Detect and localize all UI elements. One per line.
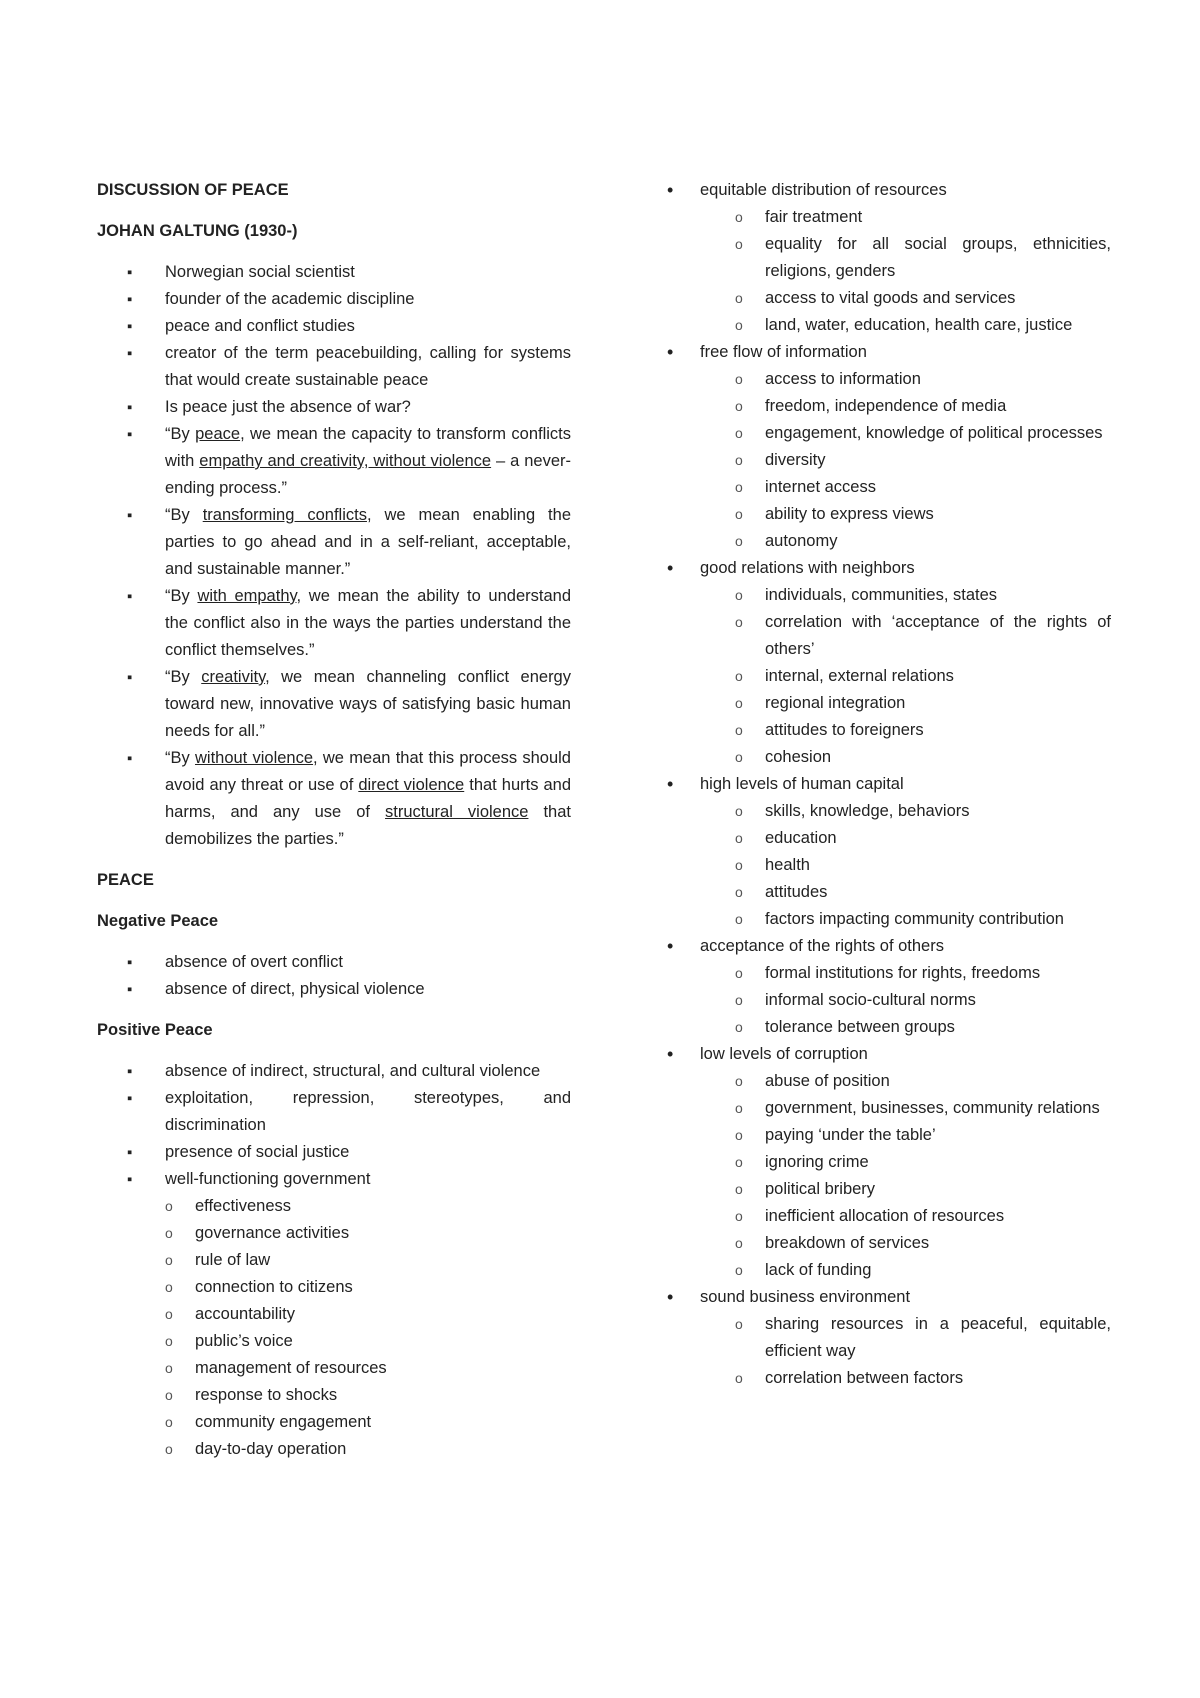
sub-item: o inefficient allocation of resources	[735, 1203, 1111, 1230]
sub-item: o education	[735, 825, 1111, 852]
sub-item: o day-to-day operation	[165, 1436, 571, 1463]
list-item: ▪ well-functioning government	[97, 1166, 571, 1193]
list-item: ▪ peace and conflict studies	[97, 313, 571, 340]
pillar-label: sound business environment	[700, 1288, 911, 1306]
positive-peace-list	[97, 1058, 571, 1193]
pillar-label: equitable distribution of resources	[700, 181, 947, 199]
sub-item: o correlation between factors	[735, 1365, 1111, 1392]
quote-text: “By	[165, 587, 198, 605]
sub-item: o individuals, communities, states	[735, 582, 1111, 609]
list-item: ▪ Is peace just the absence of war?	[97, 394, 571, 421]
sub-item: o management of resources	[165, 1355, 571, 1382]
quote-text: “By	[165, 668, 202, 686]
sub-item: o internal, external relations	[735, 663, 1111, 690]
list-item: ▪ founder of the academic discipline	[97, 286, 571, 313]
quote-text: , we mean channeling conflict energy toward new, innovative ways of satisfying basic human needs for all.”	[165, 668, 571, 740]
sub-item: o ability to express views	[735, 501, 1111, 528]
sub-item: o accountability	[165, 1301, 571, 1328]
sub-item: o health	[735, 852, 1111, 879]
sublist-wrapper	[667, 960, 1111, 1041]
sub-item: o sharing resources in a peaceful, equitable, efficient way	[735, 1311, 1111, 1365]
sub-item: o land, water, education, health care, justice	[735, 312, 1111, 339]
quote-text: “By	[165, 506, 203, 524]
pillar-sublist	[735, 366, 1111, 555]
sub-item: o engagement, knowledge of political processes	[735, 420, 1111, 447]
sub-item: o access to information	[735, 366, 1111, 393]
sub-item: o informal socio-cultural norms	[735, 987, 1111, 1014]
sub-item: o rule of law	[165, 1247, 571, 1274]
sub-item: o access to vital goods and services	[735, 285, 1111, 312]
quote-text: – a never-ending process.”	[165, 452, 571, 497]
underlined-term: direct violence	[358, 776, 465, 794]
sub-item: o diversity	[735, 447, 1111, 474]
pillar-item	[667, 1284, 1111, 1311]
list-item: ▪ creator of the term peacebuilding, calling for systems that would create sustainable peace	[97, 340, 571, 394]
quote-item	[97, 421, 571, 502]
list-item: ▪ absence of direct, physical violence	[97, 976, 571, 1003]
section-heading-peace: PEACE	[97, 871, 154, 889]
right-column	[667, 177, 1111, 1392]
sublist-wrapper	[667, 204, 1111, 339]
pillar-label: free flow of information	[700, 343, 867, 361]
list-item: ▪ exploitation, repression, stereotypes, and discrimination	[97, 1085, 571, 1139]
sub-item: o internet access	[735, 474, 1111, 501]
underlined-term: transforming conflicts	[202, 506, 367, 524]
pillar-label: high levels of human capital	[700, 775, 904, 793]
sub-item: o effectiveness	[165, 1193, 571, 1220]
quote-item	[97, 664, 571, 745]
left-column	[97, 177, 571, 1463]
underlined-term: empathy and creativity, without violence	[199, 452, 492, 470]
quote-text: , we mean the capacity to transform conflicts with	[165, 425, 571, 470]
sublist-wrapper	[667, 582, 1111, 771]
sub-item: o public’s voice	[165, 1328, 571, 1355]
sub-item: o community engagement	[165, 1409, 571, 1436]
sub-item: o response to shocks	[165, 1382, 571, 1409]
pillar-sublist	[735, 204, 1111, 339]
galtung-list	[97, 259, 571, 853]
positive-peace-pillars-list	[667, 177, 1111, 1392]
quote-text: “By	[165, 425, 196, 443]
underlined-term: without violence	[194, 749, 314, 767]
negative-peace-list	[97, 949, 571, 1003]
sub-item: o equality for all social groups, ethnicities, religions, genders	[735, 231, 1111, 285]
sub-item: o factors impacting community contribution	[735, 906, 1111, 933]
sub-item: o regional integration	[735, 690, 1111, 717]
sub-item: o freedom, independence of media	[735, 393, 1111, 420]
sub-item: o attitudes to foreigners	[735, 717, 1111, 744]
sub-item: o government, businesses, community relations	[735, 1095, 1111, 1122]
sublist-wrapper	[667, 798, 1111, 933]
list-item: ▪ Norwegian social scientist	[97, 259, 571, 286]
sub-item: o connection to citizens	[165, 1274, 571, 1301]
subheading-negative-peace: Negative Peace	[97, 912, 219, 930]
sub-item: o breakdown of services	[735, 1230, 1111, 1257]
sub-item: o formal institutions for rights, freedoms	[735, 960, 1111, 987]
sub-item: o governance activities	[165, 1220, 571, 1247]
underlined-term: peace	[195, 425, 241, 443]
underlined-term: structural violence	[385, 803, 529, 821]
sublist-wrapper	[667, 1068, 1111, 1284]
quote-text: , we mean that this process should avoid any threat or use of	[165, 749, 571, 794]
pillar-item	[667, 933, 1111, 960]
government-sublist	[165, 1193, 571, 1463]
sub-item: o fair treatment	[735, 204, 1111, 231]
pillar-sublist	[735, 798, 1111, 933]
sub-item: o abuse of position	[735, 1068, 1111, 1095]
sub-item: o autonomy	[735, 528, 1111, 555]
list-item: ▪ presence of social justice	[97, 1139, 571, 1166]
sub-item: o lack of funding	[735, 1257, 1111, 1284]
sub-item: o skills, knowledge, behaviors	[735, 798, 1111, 825]
pillar-item	[667, 177, 1111, 204]
underlined-term: creativity	[201, 668, 266, 686]
underlined-term: with empathy	[197, 587, 297, 605]
list-item: ▪ absence of indirect, structural, and cultural violence	[97, 1058, 571, 1085]
section-heading-galtung: JOHAN GALTUNG (1930-)	[97, 222, 298, 240]
quote-item	[97, 583, 571, 664]
pillar-sublist	[735, 960, 1111, 1041]
quote-text: , we mean enabling the parties to go ahead and in a self-reliant, acceptable, and sustainable manner.”	[165, 506, 571, 578]
sub-item: o attitudes	[735, 879, 1111, 906]
quote-text: that hurts and harms, and any use of	[165, 776, 571, 821]
sub-item: o cohesion	[735, 744, 1111, 771]
quote-item	[97, 745, 571, 853]
pillar-sublist	[735, 582, 1111, 771]
document-title: DISCUSSION OF PEACE	[97, 181, 289, 199]
pillar-sublist	[735, 1068, 1111, 1284]
pillar-item	[667, 771, 1111, 798]
pillar-item	[667, 555, 1111, 582]
quote-text: , we mean the ability to understand the conflict also in the ways the parties understand the conflict themselves.”	[165, 587, 571, 659]
sub-item: o paying ‘under the table’	[735, 1122, 1111, 1149]
list-item: ▪ absence of overt conflict	[97, 949, 571, 976]
quote-text: “By	[165, 749, 195, 767]
pillar-item	[667, 1041, 1111, 1068]
pillar-sublist	[735, 1311, 1111, 1392]
sublist-wrapper	[667, 1311, 1111, 1392]
sub-item: o political bribery	[735, 1176, 1111, 1203]
sub-item: o correlation with ‘acceptance of the rights of others’	[735, 609, 1111, 663]
sub-item: o ignoring crime	[735, 1149, 1111, 1176]
sub-item: o tolerance between groups	[735, 1014, 1111, 1041]
quote-item	[97, 502, 571, 583]
pillar-item	[667, 339, 1111, 366]
pillar-label: acceptance of the rights of others	[700, 937, 944, 955]
quote-text: that demobilizes the parties.”	[165, 803, 571, 848]
subheading-positive-peace: Positive Peace	[97, 1021, 213, 1039]
pillar-label: low levels of corruption	[700, 1045, 868, 1063]
pillar-label: good relations with neighbors	[700, 559, 915, 577]
sublist-wrapper	[667, 366, 1111, 555]
